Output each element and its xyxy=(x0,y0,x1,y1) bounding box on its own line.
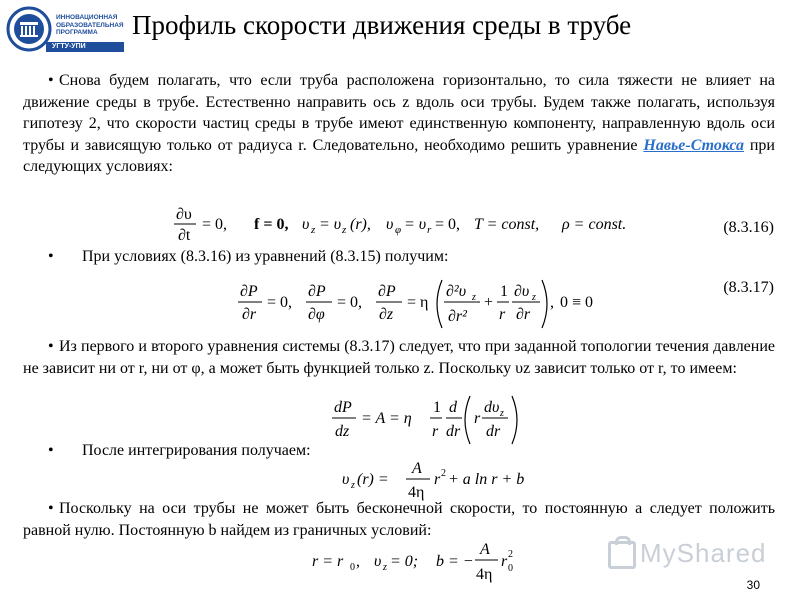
eq4-p6: 2 xyxy=(441,468,446,479)
paragraph-text xyxy=(23,70,775,178)
logo-line: ОБРАЗОВАТЕЛЬНАЯ xyxy=(56,21,124,29)
eq1-t6: z xyxy=(342,224,347,236)
eq2-p11: ∂r² xyxy=(448,308,467,325)
equation-boundary-condition xyxy=(310,538,540,593)
paragraph-text: Из первого и второго уравнения системы (8.3.17) следует, что при заданной топологии течения давление не зависит ни от r, ни от φ, а может быть функцией только z. Поскольку υz зависит только от r, то имеем: xyxy=(23,338,775,377)
eq2-p4: ∂φ xyxy=(308,306,325,323)
eq5-p8: 4η xyxy=(476,566,493,583)
eq2-p12: + xyxy=(484,294,494,311)
logo-strip-text: УГТУ-УПИ xyxy=(52,43,86,50)
bullet: • xyxy=(48,72,54,89)
logo-line: ИННОВАЦИОННАЯ xyxy=(56,14,118,21)
eq1-t3: υ xyxy=(302,216,310,233)
eq4-p0: υ xyxy=(342,471,350,488)
university-logo xyxy=(6,6,124,54)
eq1-num: ∂υ xyxy=(176,206,192,223)
eq5-p7: A xyxy=(480,541,490,558)
equation-dp-dz xyxy=(330,392,530,453)
page-number: 30 xyxy=(746,578,760,592)
eq2-p15: ∂υ xyxy=(514,283,530,300)
eq5-p2: , xyxy=(356,553,360,570)
eq1-t1: = 0, xyxy=(202,216,228,233)
eq2-p7: ∂z xyxy=(379,306,394,323)
eq3-p1: dz xyxy=(335,423,350,440)
eq4-p3: A xyxy=(412,460,422,477)
eq1-t5: = υ xyxy=(319,216,342,233)
eq2-p13: 1 xyxy=(500,283,508,300)
eq3-p2: = A = η xyxy=(361,410,412,427)
eq2-p14: r xyxy=(499,306,506,323)
eq5-p10: 0 xyxy=(508,563,513,574)
eq2-p6: ∂P xyxy=(378,283,396,300)
eq2-p17: ∂r xyxy=(516,306,531,323)
paragraph-text: Поскольку на оси трубы не может быть бесконечной скорости, то постоянную a следует положить равной нулю. Постоянную b найдем из граничных условий: xyxy=(23,500,775,539)
eq3-p3: 1 xyxy=(433,399,441,416)
bullet: • xyxy=(48,500,54,517)
eq1-t10: = υ xyxy=(404,216,427,233)
eq2-p19: 0 ≡ 0 xyxy=(560,294,594,311)
eq1-t11: r xyxy=(427,224,432,236)
eq2-p16: z xyxy=(532,292,536,303)
navier-stokes-link[interactable]: Навье-Стокса xyxy=(643,136,745,154)
eq3-p7: r xyxy=(474,410,481,427)
watermark-text: MyShared xyxy=(640,538,767,568)
eq1-t4: z xyxy=(311,224,316,236)
eq4-p2: (r) = xyxy=(357,471,389,488)
eq3-p8: dυ xyxy=(484,399,500,416)
eq2-p10: z xyxy=(472,292,476,303)
eq5-p3: υ xyxy=(374,553,382,570)
paragraph-3 xyxy=(23,336,775,379)
eq3-p6: dr xyxy=(446,423,461,440)
eq1-t2: f = 0, xyxy=(254,216,289,233)
equation-number: (8.3.17) xyxy=(723,279,774,296)
eq3-p9: z xyxy=(500,408,504,419)
eq5-p0: r = r xyxy=(312,553,344,570)
eq4-p4: 4η xyxy=(408,484,425,501)
eq1-t7: (r), xyxy=(350,216,371,233)
eq1-t14: ρ = const. xyxy=(562,216,627,233)
paragraph-5 xyxy=(23,498,775,541)
logo-line: ПРОГРАММА xyxy=(56,29,98,36)
eq2-p9: ∂²υ xyxy=(446,283,467,300)
logo-caption xyxy=(56,14,124,37)
eq2-p5: = 0, xyxy=(337,294,363,311)
p1-text-before: Снова будем полагать, что если труба расположена горизонтально, то сила тяжести не влияет на движение среды в трубе. Естественно направить ось z вдоль оси трубы. Будем также полагать, используя гипотезу 2, что скорости частиц среды в трубе имеют единственную компоненту, направленную вдоль оси трубы и зависящую только от радиуса r. Следовательно, необходимо решить уравнение xyxy=(23,72,775,154)
eq1-t9: φ xyxy=(395,224,402,236)
eq5-p11: 2 xyxy=(508,549,513,560)
eq1-t13: T = const, xyxy=(474,216,540,233)
eq5-p5: = 0; xyxy=(390,553,419,570)
eq4-p5: r xyxy=(434,471,441,488)
bullet: • xyxy=(48,248,54,265)
bag-icon xyxy=(608,541,636,569)
eq5-p4: z xyxy=(383,562,387,573)
paragraph-text: При условиях (8.3.16) из уравнений (8.3.15) получим: xyxy=(82,248,449,265)
eq4-p1: z xyxy=(351,480,355,491)
page-title: Профиль скорости движения среды в трубе xyxy=(132,10,632,40)
eq5-p1: 0 xyxy=(350,562,355,573)
paragraph-1 xyxy=(23,70,775,178)
eq5-p9: r xyxy=(501,553,508,570)
p1-text-after: при следующих условиях: xyxy=(23,136,775,175)
eq2-p3: ∂P xyxy=(308,283,326,300)
eq2-p8: = η xyxy=(407,294,429,311)
eq1-den: ∂t xyxy=(178,227,191,244)
eq2-p1: ∂r xyxy=(242,306,257,323)
eq2-p2: = 0, xyxy=(267,294,293,311)
eq2-p18: , xyxy=(550,294,554,311)
eq1-t12: = 0, xyxy=(435,216,461,233)
bullet: • xyxy=(48,442,54,459)
paragraph-text: После интегрирования получаем: xyxy=(82,442,311,459)
eq5-p6: b = − xyxy=(436,553,474,570)
watermark xyxy=(608,538,767,569)
bullet: • xyxy=(48,338,54,355)
equation-8-3-16 xyxy=(172,206,652,251)
eq2-p0: ∂P xyxy=(240,283,258,300)
eq3-p0: dP xyxy=(334,399,352,416)
logo-strip xyxy=(46,42,124,52)
eq1-t8: υ xyxy=(386,216,394,233)
equation-number: (8.3.16) xyxy=(723,219,774,236)
eq3-p4: r xyxy=(432,423,439,440)
equation-8-3-17 xyxy=(236,276,606,337)
eq3-p10: dr xyxy=(486,423,501,440)
eq3-p5: d xyxy=(449,399,457,416)
eq4-p7: + a ln r + b xyxy=(448,471,525,488)
